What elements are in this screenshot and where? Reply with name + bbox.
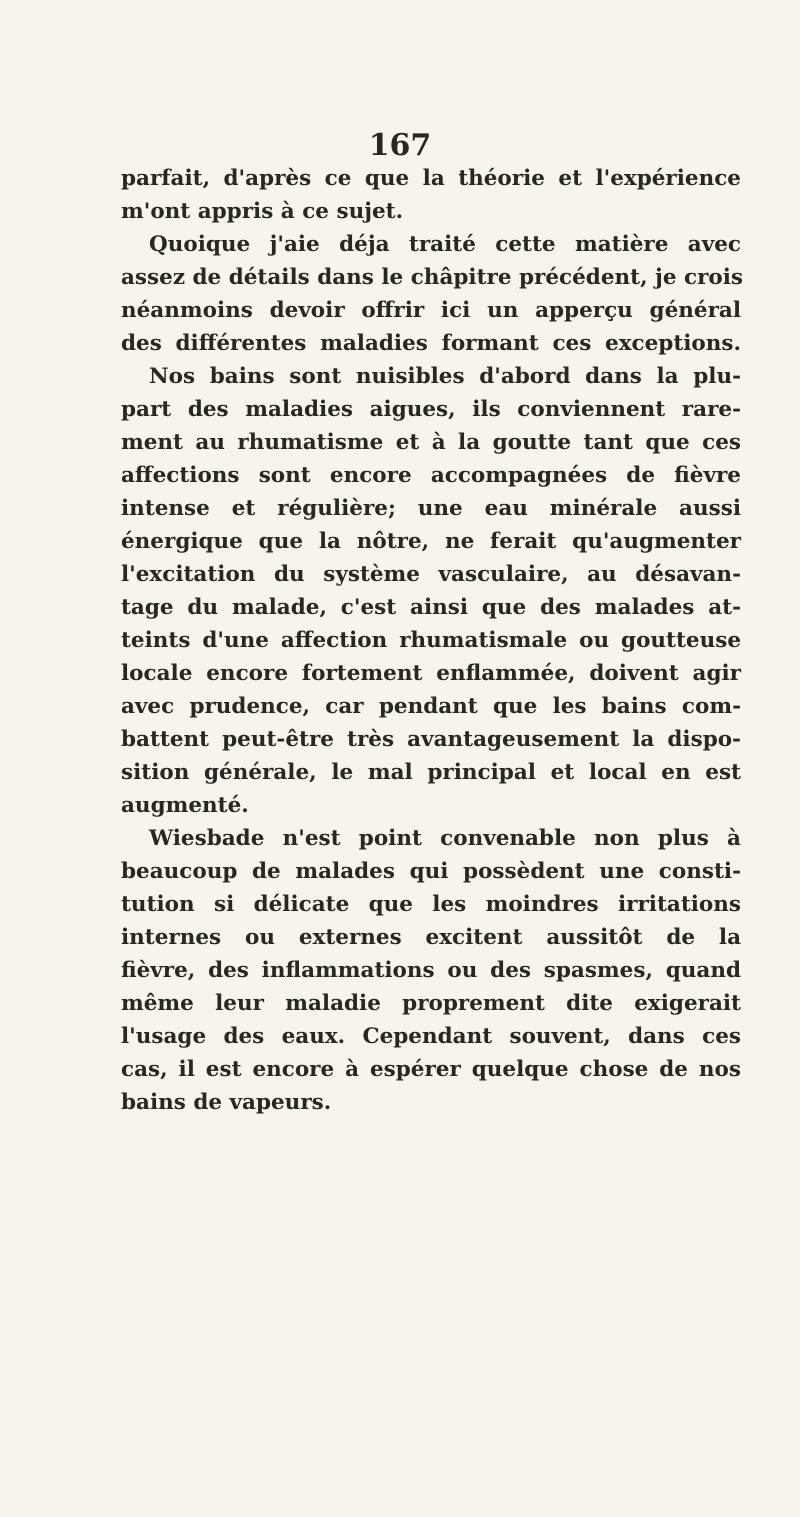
text-line: part des maladies aigues, ils conviennent rare- xyxy=(121,397,741,422)
text-line: teints d'une affection rhumatismale ou goutteuse xyxy=(121,628,741,653)
text-line: m'ont appris à ce sujet. xyxy=(121,199,404,224)
text-line: des différentes maladies formant ces exceptions. xyxy=(121,331,741,356)
text-line: néanmoins devoir offrir ici un apperçu général xyxy=(121,298,741,323)
text-line: Quoique j'aie déja traité cette matière avec xyxy=(149,232,741,257)
text-line: l'usage des eaux. Cependant souvent, dans ces xyxy=(121,1024,741,1049)
text-line: beaucoup de malades qui possèdent une consti- xyxy=(121,859,741,884)
text-line: cas, il est encore à espérer quelque chose de nos xyxy=(121,1057,741,1082)
page-number: 167 xyxy=(368,128,432,163)
text-line: assez de détails dans le châpitre précédent, je crois xyxy=(121,265,744,290)
text-line: l'excitation du système vasculaire, au désavan- xyxy=(121,562,741,587)
text-line: Wiesbade n'est point convenable non plus à xyxy=(149,826,741,851)
text-line: battent peut-être très avantageusement la dispo- xyxy=(121,727,741,752)
text-line: avec prudence, car pendant que les bains com- xyxy=(121,694,741,719)
text-line: locale encore fortement enflammée, doivent agir xyxy=(121,661,741,686)
text-line: tage du malade, c'est ainsi que des malades at- xyxy=(121,595,741,620)
text-line: ment au rhumatisme et à la goutte tant que ces xyxy=(121,430,741,455)
text-line: Nos bains sont nuisibles d'abord dans la plu- xyxy=(149,364,741,389)
text-line: augmenté. xyxy=(121,793,249,818)
text-line: parfait, d'après ce que la théorie et l'expérience xyxy=(121,166,741,191)
text-line: tution si délicate que les moindres irritations xyxy=(121,892,741,917)
body-text xyxy=(121,162,744,1119)
text-line: bains de vapeurs. xyxy=(121,1090,332,1115)
text-line: sition générale, le mal principal et local en est xyxy=(121,760,741,785)
text-line: internes ou externes excitent aussitôt de la xyxy=(121,925,741,950)
text-line: affections sont encore accompagnées de fièvre xyxy=(121,463,741,488)
text-line: intense et régulière; une eau minérale aussi xyxy=(121,496,741,521)
text-line: énergique que la nôtre, ne ferait qu'augmenter xyxy=(121,529,741,554)
text-line: même leur maladie proprement dite exigerait xyxy=(121,991,741,1016)
text-line: fièvre, des inflammations ou des spasmes, quand xyxy=(121,958,741,983)
